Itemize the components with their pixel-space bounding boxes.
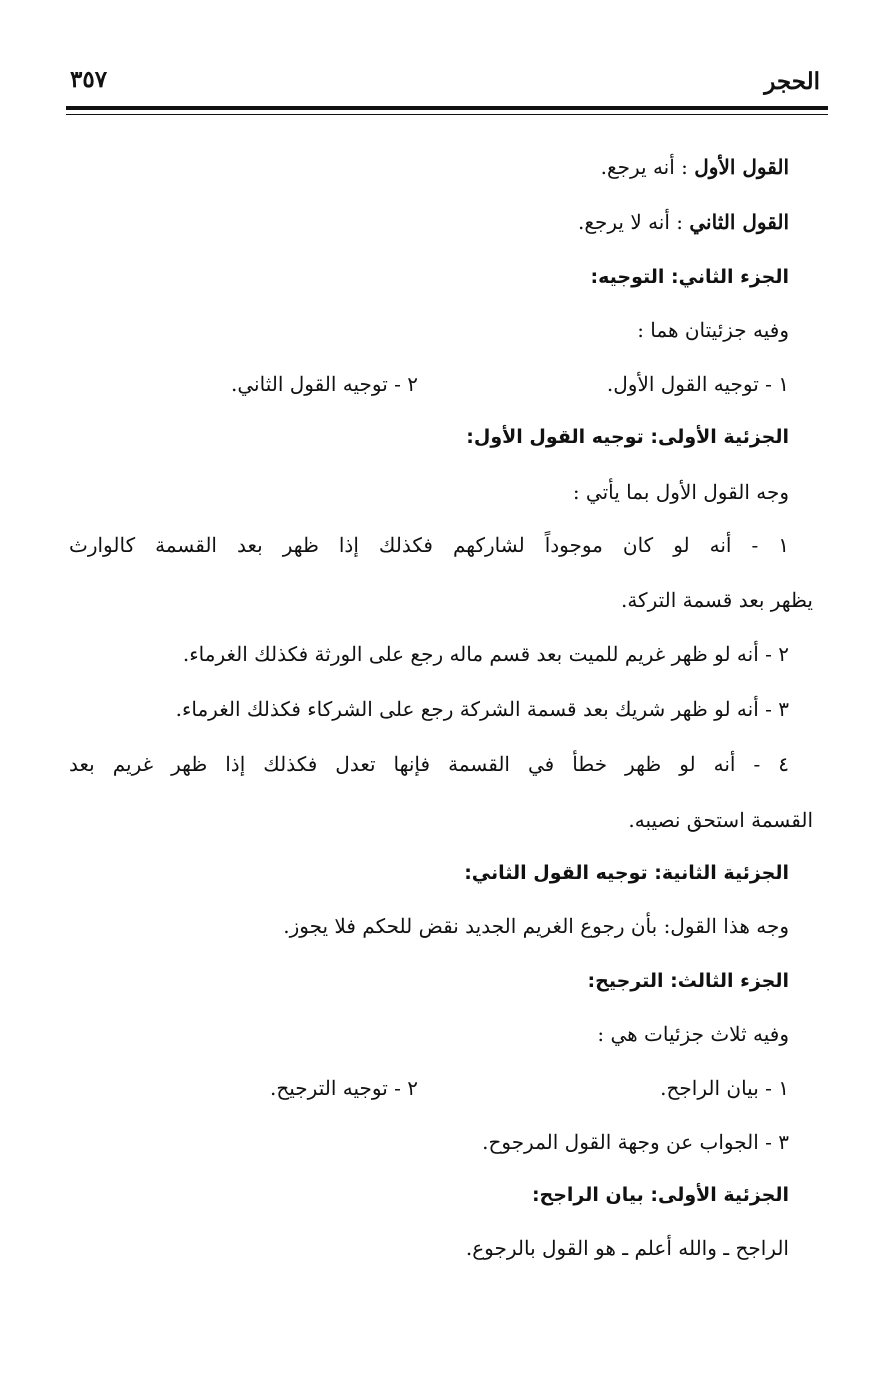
chapter-title: الحجر: [764, 68, 820, 95]
paragraph-intro-first: وجه القول الأول بما يأتي :: [572, 480, 789, 504]
point-2: ٢ - أنه لو ظهر غريم للميت بعد قسم ماله رجع على الورثة فكذلك الغرماء.: [182, 642, 789, 666]
paragraph-two-parts: وفيه جزئيتان هما :: [637, 318, 789, 342]
second-opinion-text: : أنه لا يرجع.: [578, 210, 684, 234]
point-4-line-1: ٤ - أنه لو ظهر خطأ في القسمة فإنها تعدل فكذلك إذا ظهر غريم بعد: [69, 752, 789, 776]
subheading-first-justification: الجزئية الأولى: توجيه القول الأول:: [466, 426, 789, 448]
paragraph-three-parts: وفيه ثلاث جزئيات هي :: [597, 1022, 789, 1046]
point-4-line-2: القسمة استحق نصيبه.: [628, 808, 813, 832]
first-opinion-line: [601, 155, 789, 179]
second-opinion-line: [578, 210, 789, 234]
paragraph-preferred: الراجح ـ والله أعلم ـ هو القول بالرجوع.: [465, 1236, 789, 1260]
point-1-line-1: ١ - أنه لو كان موجوداً لشاركهم فكذلك إذا ظهر بعد القسمة كالوارث: [69, 533, 789, 557]
page-number: ٣٥٧: [70, 66, 108, 93]
list-item-preference-1: ١ - بيان الراجح.: [660, 1076, 789, 1100]
header-rule-thick: [66, 106, 828, 110]
second-opinion-label: القول الثاني: [689, 210, 789, 234]
section-heading-justification: الجزء الثاني: التوجيه:: [590, 266, 789, 288]
list-item-1: ١ - توجيه القول الأول.: [606, 372, 789, 396]
point-3: ٣ - أنه لو ظهر شريك بعد قسمة الشركة رجع على الشركاء فكذلك الغرماء.: [175, 697, 789, 721]
subheading-second-justification: الجزئية الثانية: توجيه القول الثاني:: [464, 862, 789, 884]
subheading-preferred: الجزئية الأولى: بيان الراجح:: [531, 1184, 789, 1206]
list-item-preference-3: ٣ - الجواب عن وجهة القول المرجوح.: [482, 1130, 789, 1154]
header-rule-thin: [66, 114, 828, 115]
paragraph-second-opinion: وجه هذا القول: بأن رجوع الغريم الجديد نقض للحكم فلا يجوز.: [283, 914, 789, 938]
point-1-line-2: يظهر بعد قسمة التركة.: [620, 588, 813, 612]
list-item-preference-2: ٢ - توجيه الترجيح.: [270, 1076, 418, 1100]
first-opinion-text: : أنه يرجع.: [600, 155, 688, 179]
section-heading-preference: الجزء الثالث: الترجيح:: [587, 970, 789, 992]
first-opinion-label: القول الأول: [694, 155, 789, 179]
list-item-2: ٢ - توجيه القول الثاني.: [231, 372, 418, 396]
